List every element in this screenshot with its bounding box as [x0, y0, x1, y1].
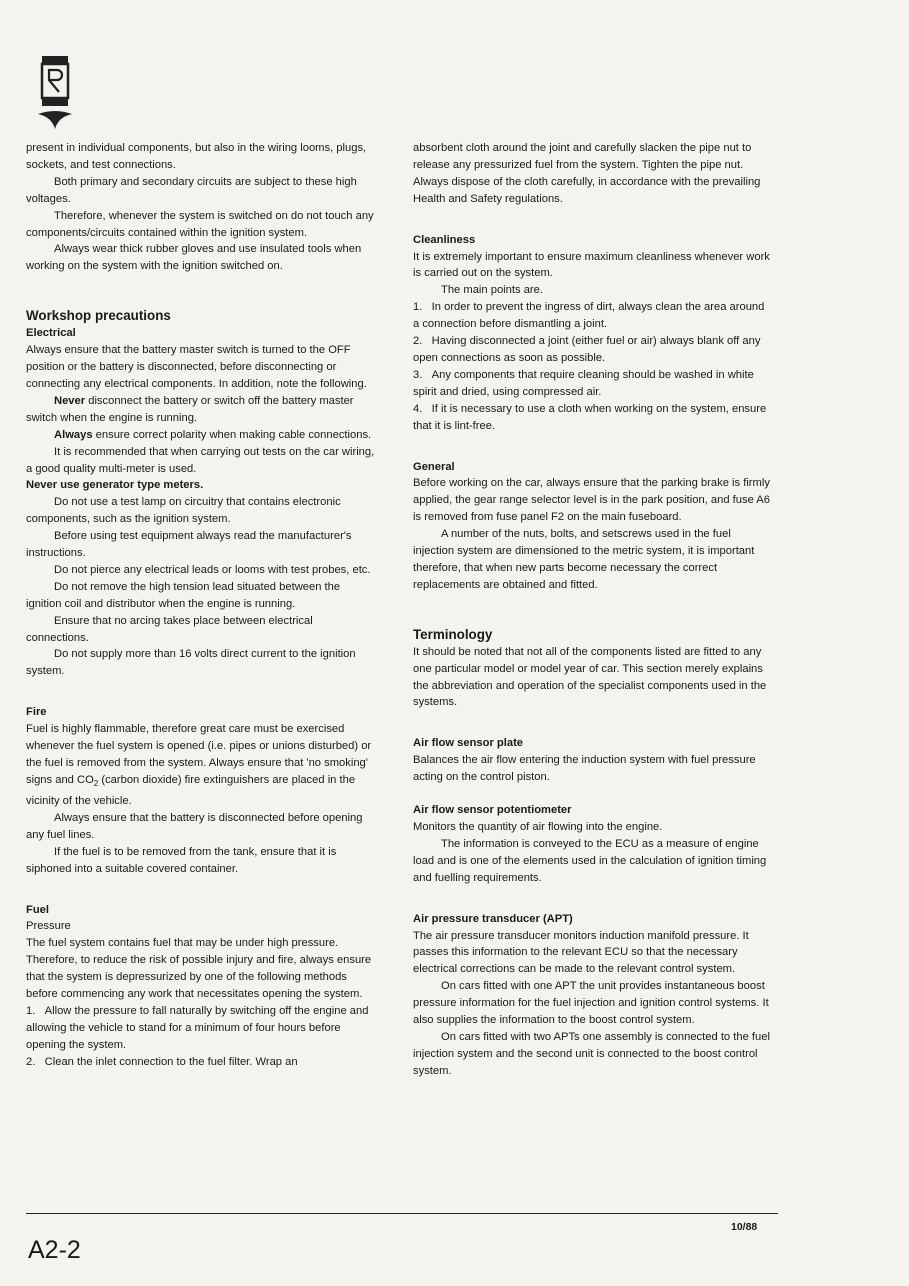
cleanliness-paragraph: It is extremely important to ensure maximum cleanliness whenever work is carried out on the system.	[413, 250, 770, 280]
intro-paragraph: Both primary and secondary circuits are subject to these high voltages.	[26, 175, 357, 205]
fuel-heading: Fuel	[26, 903, 49, 916]
terminology-heading: Terminology	[413, 626, 493, 642]
electrical-note: Do not remove the high tension lead situated between the ignition coil and distributor when the engine is running.	[26, 580, 341, 610]
cleanliness-heading: Cleanliness	[413, 233, 476, 246]
fuel-list-item: 1. Allow the pressure to fall naturally by switching off the engine and allowing the vehicle to stand for a minimum of four hours before opening the system.	[26, 1005, 369, 1051]
continued-paragraph: absorbent cloth around the joint and carefully slacken the pipe nut to release any pressurized fuel from the system. Tighten the pipe nut. Always dispose of the cloth carefully, in accordance with the prevailing Health and Safety regulations.	[413, 142, 761, 205]
fuel-paragraph: The fuel system contains fuel that may be under high pressure. Therefore, to reduce the risk of possible injury and fire, always ensure that the system is depressurized by one of the following methods before commencing any work that necessitates opening the system.	[26, 937, 372, 1001]
fire-heading: Fire	[26, 706, 47, 719]
intro-paragraph: Therefore, whenever the system is switched on do not touch any components/circuits contained within the ignition system.	[26, 209, 374, 239]
footer-rule	[26, 1213, 778, 1214]
fuel-list-item: 2. Clean the inlet connection to the fuel filter. Wrap an	[26, 1055, 298, 1068]
electrical-heading: Electrical	[26, 327, 76, 340]
generator-warning: Never use generator type meters.	[26, 479, 204, 492]
apt-paragraph: On cars fitted with one APT the unit provides instantaneous boost pressure information for the fuel injection and ignition control systems. It also supplies the information to the boost control system.	[413, 980, 769, 1027]
electrical-note: Do not supply more than 16 volts direct current to the ignition system.	[26, 648, 356, 678]
cleanliness-list-item: 1. In order to prevent the ingress of dirt, always clean the area around a connection before dismantling a joint.	[413, 301, 765, 331]
electrical-note: Do not use a test lamp on circuitry that contains electronic components, such as the ignition system.	[26, 496, 341, 526]
general-paragraph: A number of the nuts, bolts, and setscrews used in the fuel injection system are dimensioned to the metric system, it is important therefore, that when new parts become necessary the correct replacements are obtained and fitted.	[413, 528, 755, 591]
always-label: Always	[54, 428, 93, 441]
air-flow-sensor-potentiometer-heading: Air flow sensor potentiometer	[413, 804, 572, 817]
never-label: Never	[54, 394, 86, 407]
workshop-precautions-heading: Workshop precautions	[26, 308, 171, 324]
polarity-paragraph	[26, 427, 378, 444]
cleanliness-list-item: 3. Any components that require cleaning should be washed in white spirit and dried, using compressed air.	[413, 368, 754, 398]
terminology-paragraph: It should be noted that not all of the components listed are fitted to any one particular model or model year of car. This section merely explains the abbreviation and operation of the specialist components used in the systems.	[413, 645, 767, 709]
potentiometer-paragraph: The information is conveyed to the ECU as a measure of engine load and is one of the elements used in the calculation of ignition timing and fuelling requirements.	[413, 837, 767, 884]
never-disconnect-paragraph	[26, 393, 378, 427]
page-number: A2-2	[28, 1236, 81, 1264]
electrical-note: Ensure that no arcing takes place between electrical connections.	[26, 614, 313, 644]
air-flow-sensor-plate-heading: Air flow sensor plate	[413, 737, 524, 750]
apt-paragraph: On cars fitted with two APTs one assembly is connected to the fuel injection system and the second unit is connected to the boost control system.	[413, 1030, 770, 1077]
left-column	[26, 140, 378, 1071]
cleanliness-paragraph: The main points are.	[441, 284, 543, 297]
cleanliness-list-item: 2. Having disconnected a joint (either fuel or air) always blank off any open connections as soon as possible.	[413, 335, 761, 364]
fire-paragraph: Fuel is highly flammable, therefore great care must be exercised whenever the fuel system is opened (i.e. pipes or unions disturbed) or the fuel is removed from the system. Always ensure that 'no smoking' signs and $CO_2$ (carbon dioxide) fire extinguishers are placed in the vicinity of the vehicle.	[26, 723, 372, 808]
electrical-paragraph: Always ensure that the battery master switch is turned to the OFF position or the battery is disconnected, before disconnecting or connecting any electrical components. In addition, note the following.	[26, 344, 367, 390]
cleanliness-list-item: 4. If it is necessary to use a cloth when working on the system, ensure that it is lint-free.	[413, 402, 767, 432]
potentiometer-paragraph: Monitors the quantity of air flowing into the engine.	[413, 821, 663, 833]
intro-paragraph: present in individual components, but also in the wiring looms, plugs, sockets, and test connections.	[26, 142, 367, 171]
always-text: ensure correct polarity when making cable connections.	[92, 428, 372, 441]
apt-paragraph: The air pressure transducer monitors induction manifold pressure. It passes this information to the relevant ECU so that the necessary electrical corrections can be made to the relevant control system.	[413, 929, 749, 976]
air-flow-sensor-plate-paragraph: Balances the air flow entering the induction system with fuel pressure acting on the control piston.	[413, 754, 756, 784]
never-text: disconnect the battery or switch off the battery master switch when the engine is running.	[26, 394, 354, 424]
issue-date: 10/88	[731, 1221, 758, 1233]
rolls-royce-badge-icon	[34, 54, 76, 132]
general-heading: General	[413, 460, 455, 473]
apt-heading: Air pressure transducer (APT)	[413, 912, 573, 925]
general-paragraph: Before working on the car, always ensure that the parking brake is firmly applied, the gear range selector level is in the park position, and fuse A6 is removed from fuse panel F2 on the main fuseboard.	[413, 477, 770, 524]
pressure-heading: Pressure	[26, 920, 71, 933]
fire-note: If the fuel is to be removed from the tank, ensure that it is siphoned into a suitable covered container.	[26, 845, 337, 875]
fire-note: Always ensure that the battery is disconnected before opening any fuel lines.	[26, 811, 363, 841]
electrical-note: Before using test equipment always read the manufacturer's instructions.	[26, 530, 352, 560]
multimeter-paragraph: It is recommended that when carrying out tests on the car wiring, a good quality multi-meter is used.	[26, 445, 375, 475]
right-column	[413, 140, 773, 1080]
intro-paragraph: Always wear thick rubber gloves and use insulated tools when working on the system with the ignition switched on.	[26, 243, 362, 273]
electrical-note: Do not pierce any electrical leads or looms with test probes, etc.	[54, 563, 371, 576]
